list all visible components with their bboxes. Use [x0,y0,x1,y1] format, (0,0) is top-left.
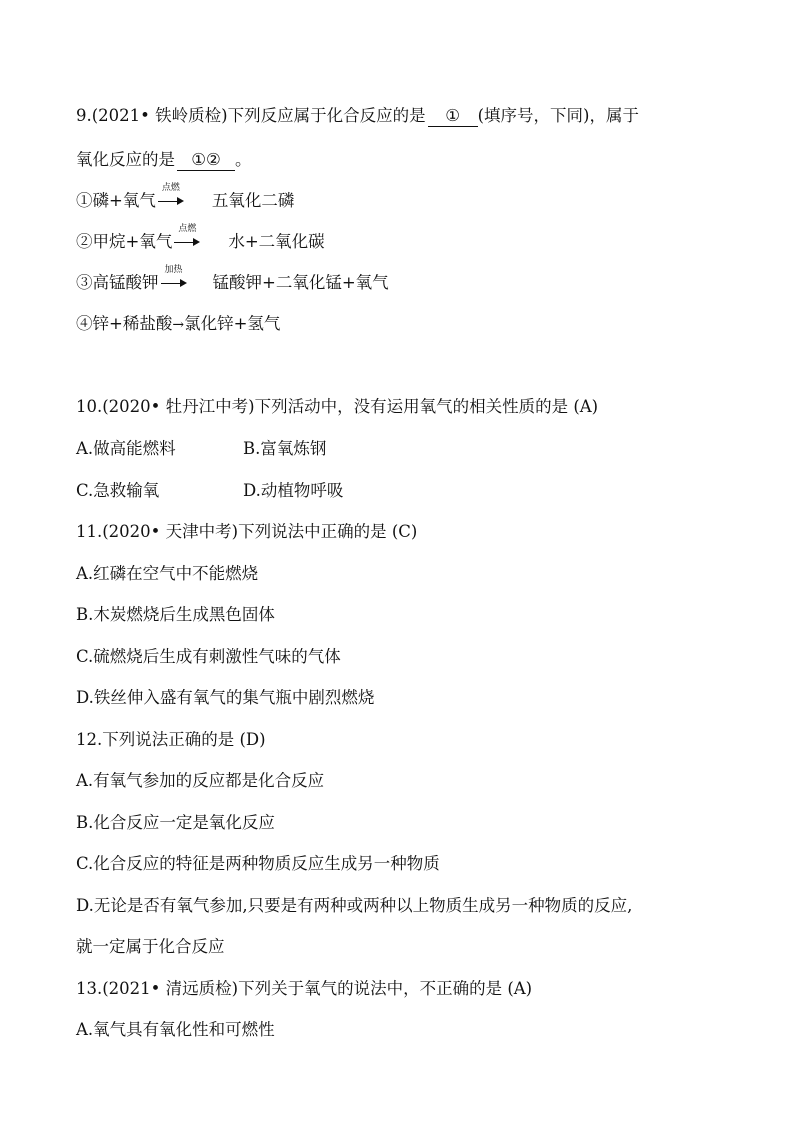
q9-stem-line2-prefix: 氧化反应的是 [76,150,175,169]
reaction-products: 氯化锌+氢气 [184,314,281,333]
q10-option-a: A.做高能燃料 [76,439,176,458]
q12-option-b: B.化合反应一定是氧化反应 [76,813,275,832]
q10-option-b: B.富氧炼钢 [243,439,327,458]
reaction-condition: 点燃 [161,182,180,193]
q9-answer-blank-1: ① [428,106,478,127]
q13-stem: 13.(2021• 清远质检)下列关于氧气的说法中，不正确的是 (A) [76,979,533,998]
q9-reaction-3 [76,264,389,294]
reaction-products: 锰酸钾+二氧化锰+氧气 [212,273,389,292]
reaction-arrow-icon [174,223,200,250]
q12-option-a: A.有氧气参加的反应都是化合反应 [76,771,325,790]
q9-stem-line2-suffix: 。 [235,150,252,169]
q11-option-d: D.铁丝伸入盛有氧气的集气瓶中剧烈燃烧 [76,688,375,707]
q10-option-c: C.急救输氧 [76,481,160,500]
q9-stem-prefix: 9.(2021• 铁岭质检)下列反应属于化合反应的是 [76,106,426,125]
q10-option-d: D.动植物呼吸 [243,481,344,500]
reaction-arrow-icon [158,182,184,209]
q12-option-d-continued: 就一定属于化合反应 [76,937,225,956]
q11-stem: 11.(2020• 天津中考)下列说法中正确的是 (C) [76,522,418,541]
reaction-products: 五氧化二磷 [211,191,295,210]
reaction-arrow-icon: → [172,317,185,333]
q11-option-a: A.红磷在空气中不能燃烧 [76,564,259,583]
q11-option-c: C.硫燃烧后生成有刺激性气味的气体 [76,647,341,666]
q11-option-b: B.木炭燃烧后生成黑色固体 [76,605,275,624]
q9-reaction-4 [76,313,280,336]
reaction-products: 水+二氧化碳 [228,232,325,251]
q13-option-a: A.氧气具有氧化性和可燃性 [76,1020,275,1039]
reaction-arrow-icon [161,264,187,291]
reaction-condition: 点燃 [178,223,197,234]
q9-stem-line2 [76,149,252,171]
reaction-reactants: ②甲烷+氧气 [76,232,173,251]
reaction-reactants: ③高锰酸钾 [76,273,159,292]
reaction-condition: 加热 [164,264,183,275]
q12-option-c: C.化合反应的特征是两种物质反应生成另一种物质 [76,854,440,873]
reaction-reactants: ①磷+氧气 [76,191,156,210]
q12-stem: 12.下列说法正确的是 (D) [76,730,266,749]
q9-stem-suffix: (填序号，下同)，属于 [477,106,639,125]
q10-stem: 10.(2020• 牡丹江中考)下列活动中，没有运用氧气的相关性质的是 (A) [76,397,599,416]
q9-reaction-1 [76,182,295,212]
reaction-reactants: ④锌+稀盐酸 [76,314,173,333]
q9-reaction-2 [76,223,325,253]
q9-answer-blank-2: ①② [177,150,235,171]
q9-stem-line1 [76,105,639,127]
q12-option-d: D.无论是否有氧气参加,只要是有两种或两种以上物质生成另一种物质的反应, [76,896,633,915]
